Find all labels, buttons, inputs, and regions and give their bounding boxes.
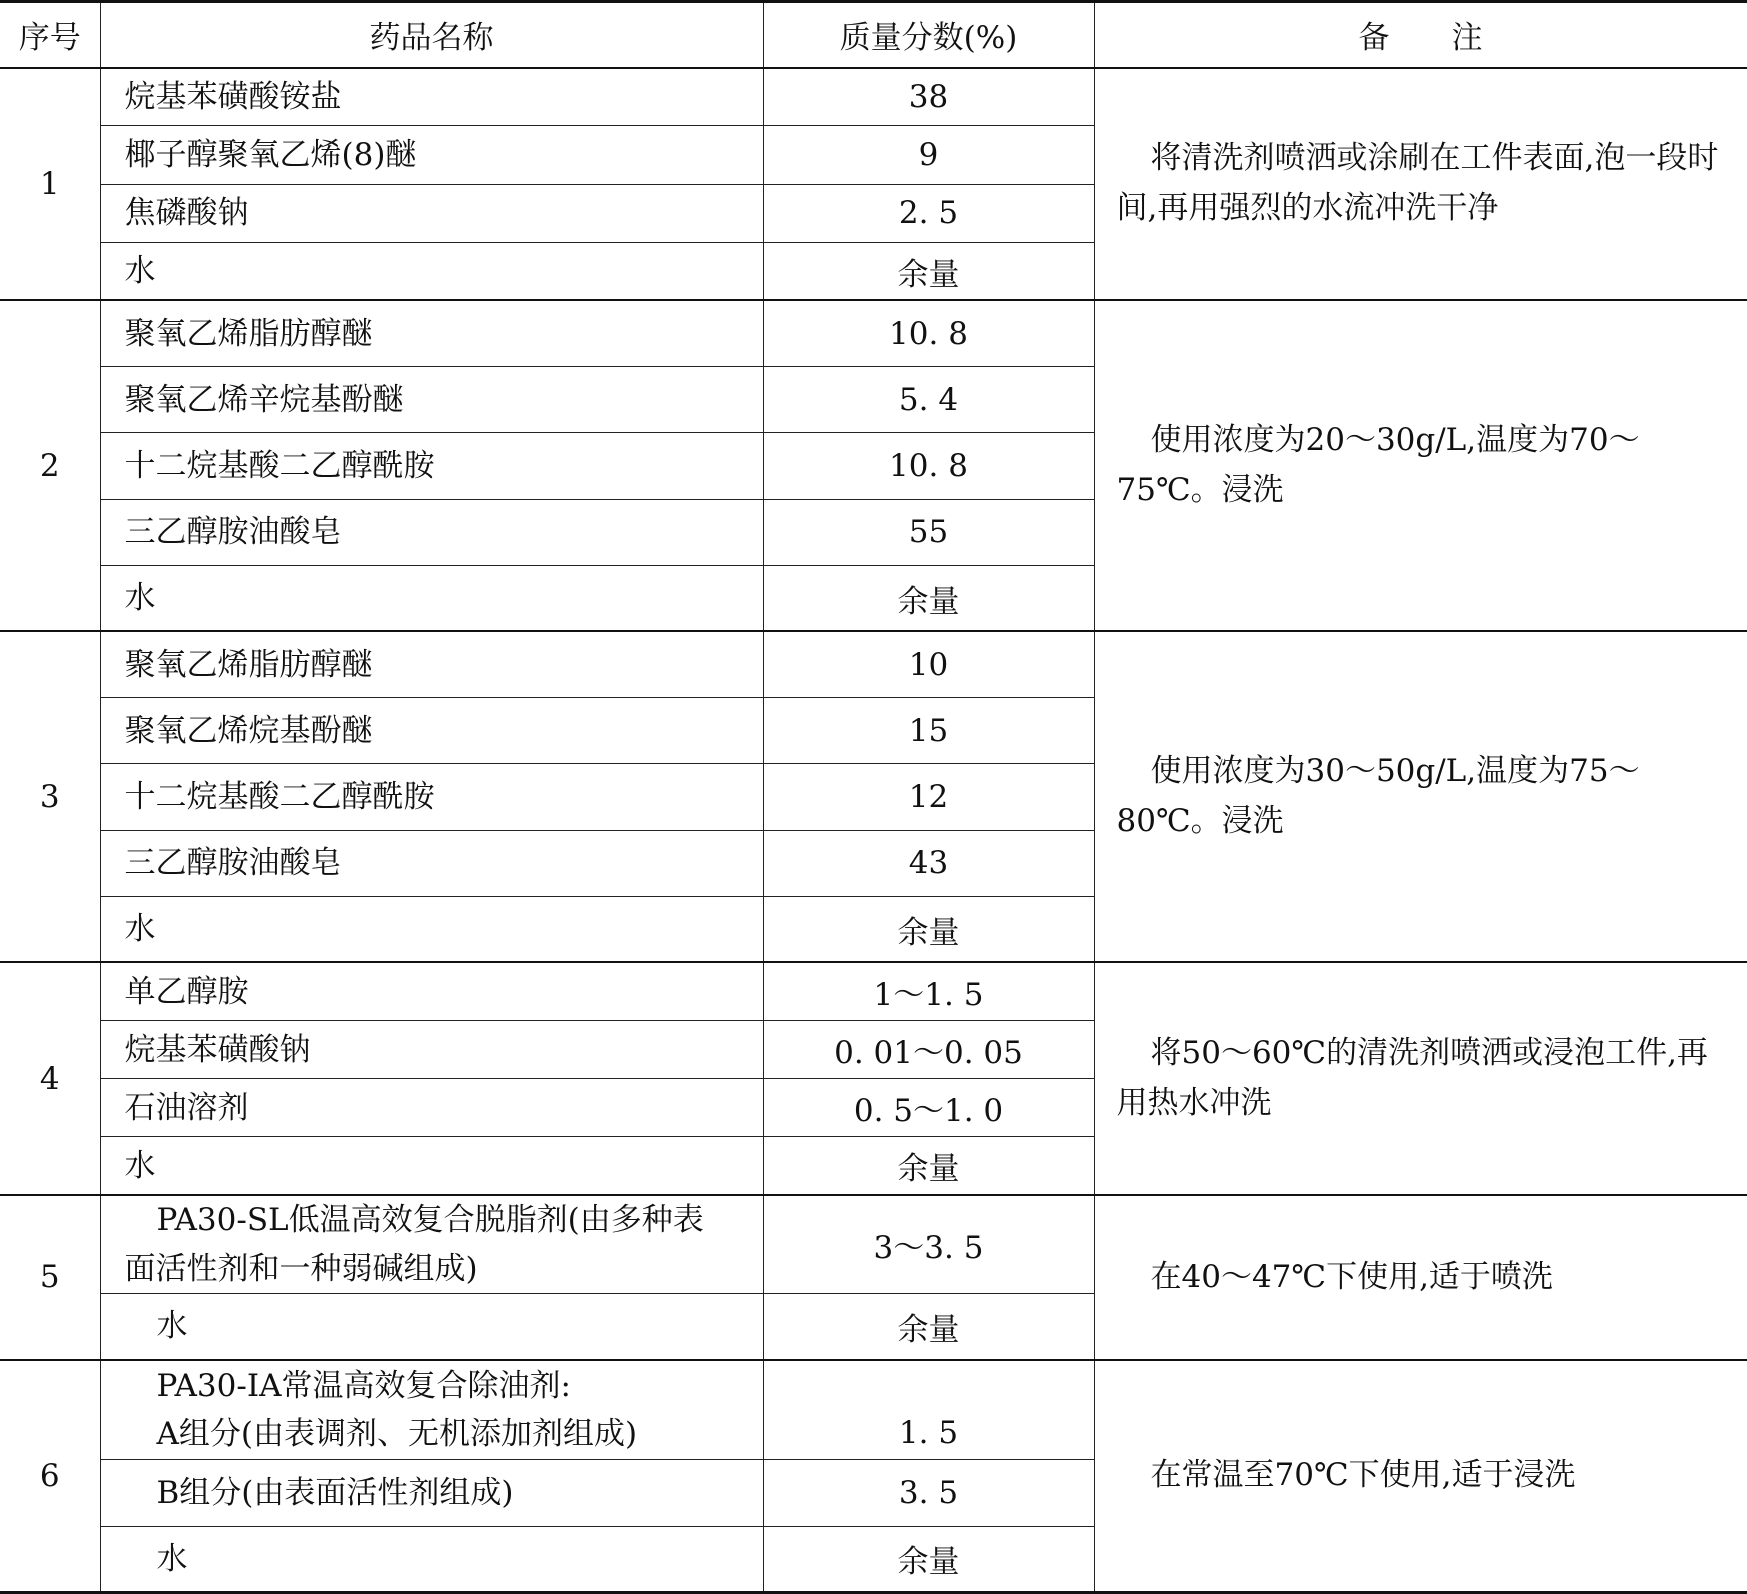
ingredient-name: 烷基苯磺酸铵盐 bbox=[100, 68, 763, 126]
ingredient-fraction: 1. 5 bbox=[763, 1360, 1094, 1460]
group-note: 在40～47℃下使用,适于喷洗 bbox=[1094, 1195, 1747, 1360]
ingredient-name: 十二烷基酸二乙醇酰胺 bbox=[100, 764, 763, 830]
ingredient-fraction: 38 bbox=[763, 68, 1094, 126]
table-row bbox=[0, 631, 1747, 697]
ingredient-name: 水 bbox=[100, 1293, 763, 1359]
ingredient-name-line: 面活性剂和一种弱碱组成) bbox=[124, 1250, 478, 1287]
ingredient-fraction: 10. 8 bbox=[763, 300, 1094, 366]
ingredient-fraction: 10 bbox=[763, 631, 1094, 697]
group-note: 将50～60℃的清洗剂喷洒或浸泡工件,再用热水冲洗 bbox=[1094, 962, 1747, 1195]
header-fraction: 质量分数(%) bbox=[763, 2, 1094, 68]
ingredient-fraction: 余量 bbox=[763, 242, 1094, 300]
group-number: 5 bbox=[0, 1195, 100, 1360]
ingredient-name: 水 bbox=[100, 242, 763, 300]
ingredient-fraction: 3～3. 5 bbox=[763, 1195, 1094, 1293]
ingredient-name: 椰子醇聚氧乙烯(8)醚 bbox=[100, 126, 763, 184]
ingredient-name: 三乙醇胺油酸皂 bbox=[100, 499, 763, 565]
table-row bbox=[0, 1195, 1747, 1293]
group-number: 3 bbox=[0, 631, 100, 962]
ingredient-name: 焦磷酸钠 bbox=[100, 184, 763, 242]
ingredient-fraction: 余量 bbox=[763, 896, 1094, 962]
ingredient-name: 聚氧乙烯辛烷基酚醚 bbox=[100, 367, 763, 433]
ingredient-fraction: 余量 bbox=[763, 565, 1094, 631]
ingredient-fraction: 2. 5 bbox=[763, 184, 1094, 242]
ingredient-fraction: 0. 01～0. 05 bbox=[763, 1021, 1094, 1079]
ingredient-fraction: 3. 5 bbox=[763, 1460, 1094, 1526]
table-row bbox=[0, 1360, 1747, 1460]
ingredient-fraction: 15 bbox=[763, 698, 1094, 764]
ingredient-fraction: 10. 8 bbox=[763, 433, 1094, 499]
group-note: 在常温至70℃下使用,适于浸洗 bbox=[1094, 1360, 1747, 1593]
header-name: 药品名称 bbox=[100, 2, 763, 68]
ingredient-fraction: 55 bbox=[763, 499, 1094, 565]
ingredient-fraction: 5. 4 bbox=[763, 367, 1094, 433]
table-row bbox=[0, 300, 1747, 366]
ingredient-name: 石油溶剂 bbox=[100, 1079, 763, 1137]
ingredient-name: 水 bbox=[100, 896, 763, 962]
ingredient-name-line: A组分(由表调剂、无机添加剂组成) bbox=[156, 1416, 638, 1453]
table-row bbox=[0, 962, 1747, 1020]
group-number: 6 bbox=[0, 1360, 100, 1593]
header-no: 序号 bbox=[0, 2, 100, 68]
ingredient-name: 水 bbox=[100, 1137, 763, 1195]
ingredient-name: 三乙醇胺油酸皂 bbox=[100, 830, 763, 896]
ingredient-name-line: PA30-SL低温高效复合脱脂剂(由多种表 bbox=[156, 1202, 704, 1239]
ingredient-name: 烷基苯磺酸钠 bbox=[100, 1021, 763, 1079]
ingredient-fraction: 0. 5～1. 0 bbox=[763, 1079, 1094, 1137]
header-note: 备 注 bbox=[1094, 2, 1747, 68]
ingredient-name bbox=[100, 1195, 763, 1293]
ingredient-fraction: 12 bbox=[763, 764, 1094, 830]
ingredient-name: 水 bbox=[100, 1526, 763, 1592]
ingredient-fraction: 余量 bbox=[763, 1137, 1094, 1195]
group-note: 使用浓度为30～50g/L,温度为75～80℃。浸洗 bbox=[1094, 631, 1747, 962]
ingredient-fraction: 余量 bbox=[763, 1293, 1094, 1359]
ingredient-name: 聚氧乙烯脂肪醇醚 bbox=[100, 300, 763, 366]
table-row bbox=[0, 68, 1747, 126]
group-note: 使用浓度为20～30g/L,温度为70～75℃。浸洗 bbox=[1094, 300, 1747, 631]
ingredient-fraction: 1～1. 5 bbox=[763, 962, 1094, 1020]
table-header-row bbox=[0, 2, 1747, 68]
ingredient-fraction: 余量 bbox=[763, 1526, 1094, 1592]
ingredient-name: 聚氧乙烯烷基酚醚 bbox=[100, 698, 763, 764]
group-number: 2 bbox=[0, 300, 100, 631]
ingredient-name: 单乙醇胺 bbox=[100, 962, 763, 1020]
ingredient-name: 聚氧乙烯脂肪醇醚 bbox=[100, 631, 763, 697]
ingredient-fraction: 9 bbox=[763, 126, 1094, 184]
ingredient-name: B组分(由表面活性剂组成) bbox=[100, 1460, 763, 1526]
group-note: 将清洗剂喷洒或涂刷在工件表面,泡一段时间,再用强烈的水流冲洗干净 bbox=[1094, 68, 1747, 301]
group-number: 4 bbox=[0, 962, 100, 1195]
ingredient-fraction: 43 bbox=[763, 830, 1094, 896]
ingredient-name: 水 bbox=[100, 565, 763, 631]
ingredient-name: 十二烷基酸二乙醇酰胺 bbox=[100, 433, 763, 499]
ingredient-name-line: PA30-IA常温高效复合除油剂: bbox=[156, 1367, 571, 1404]
ingredient-name bbox=[100, 1360, 763, 1460]
group-number: 1 bbox=[0, 68, 100, 301]
